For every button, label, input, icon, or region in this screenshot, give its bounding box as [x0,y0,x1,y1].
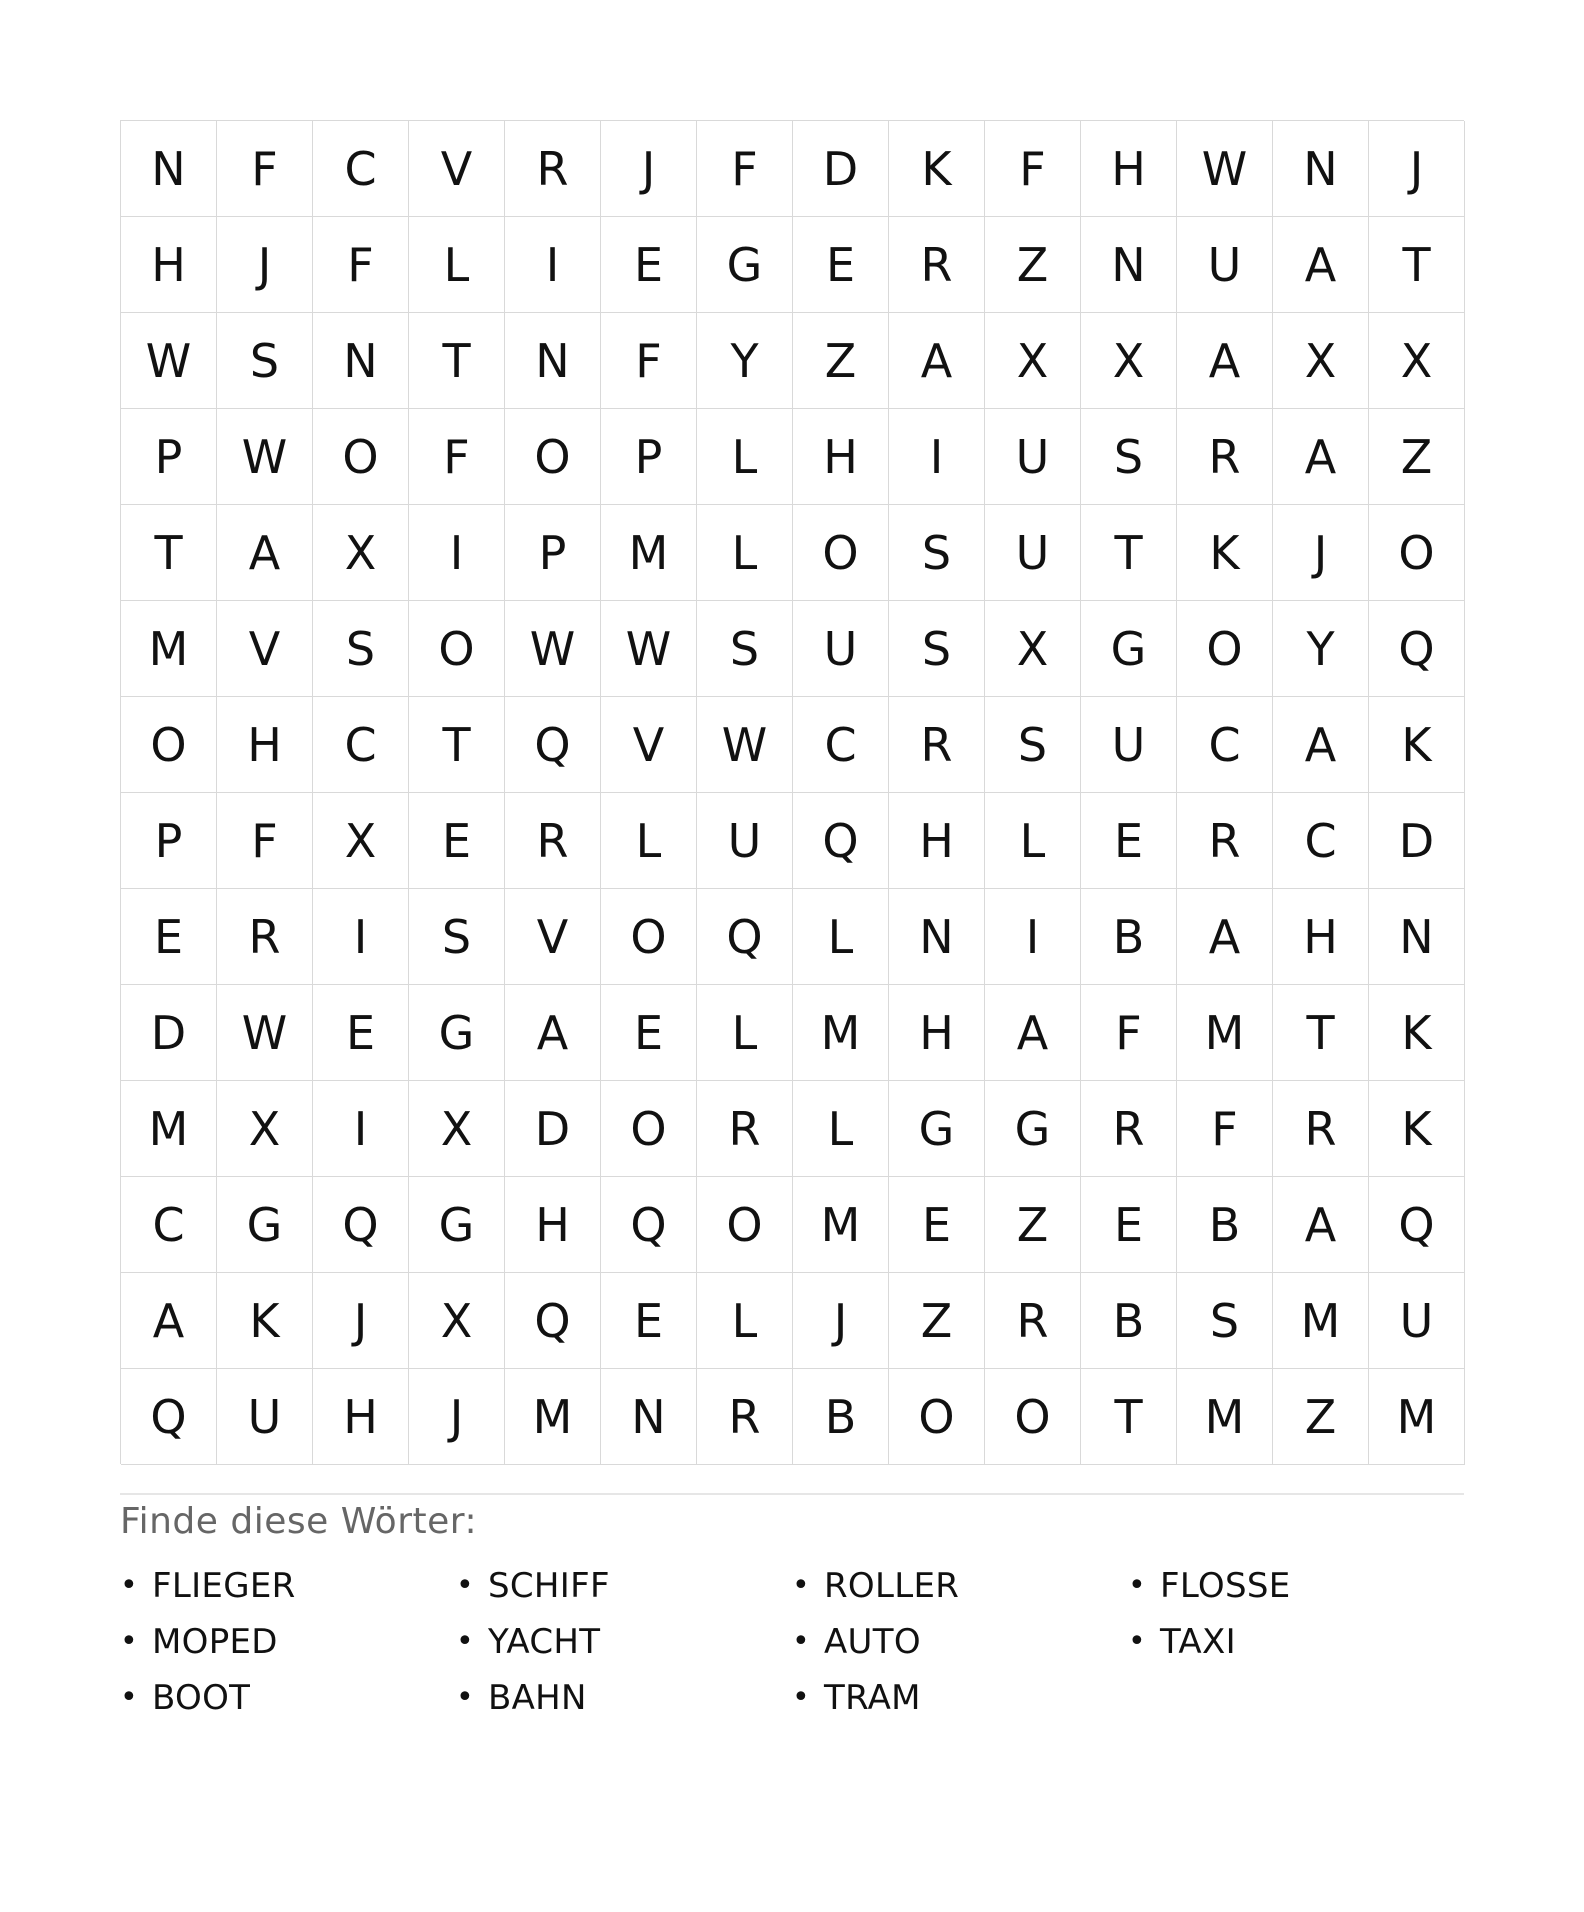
grid-cell[interactable]: H [313,1369,409,1465]
grid-cell[interactable]: M [1273,1273,1369,1369]
grid-cell[interactable]: R [217,889,313,985]
grid-cell[interactable]: S [1177,1273,1273,1369]
grid-cell[interactable]: I [409,505,505,601]
grid-cell[interactable]: D [505,1081,601,1177]
grid-cell[interactable]: W [121,313,217,409]
bullet-icon: • [1128,1568,1146,1603]
grid-cell[interactable]: A [1177,313,1273,409]
grid-cell[interactable]: I [889,409,985,505]
grid-cell[interactable]: X [313,793,409,889]
word-label: YACHT [488,1622,601,1662]
grid-cell[interactable]: V [409,121,505,217]
grid-cell[interactable]: O [601,889,697,985]
grid-cell[interactable]: O [121,697,217,793]
word-label: SCHIFF [488,1566,610,1606]
grid-cell[interactable]: D [793,121,889,217]
word-list-item [120,1558,456,1614]
word-list-item [456,1670,792,1726]
grid-cell[interactable]: N [505,313,601,409]
bullet-icon: • [120,1568,138,1603]
grid-cell[interactable]: U [985,409,1081,505]
grid-cell[interactable]: L [985,793,1081,889]
grid-cell[interactable]: W [1177,121,1273,217]
word-label: BAHN [488,1678,587,1718]
grid-cell[interactable]: N [601,1369,697,1465]
grid-cell[interactable]: M [1177,985,1273,1081]
letter-grid [120,120,1464,1464]
grid-cell[interactable]: Y [1273,601,1369,697]
grid-cell[interactable]: O [1177,601,1273,697]
grid-cell[interactable]: U [1081,697,1177,793]
grid-cell[interactable]: R [505,121,601,217]
grid-cell[interactable]: F [217,793,313,889]
grid-cell[interactable]: O [985,1369,1081,1465]
grid-cell[interactable]: T [1369,217,1465,313]
grid-cell[interactable]: Q [697,889,793,985]
grid-cell[interactable]: L [697,985,793,1081]
grid-cell[interactable]: Y [697,313,793,409]
grid-cell[interactable]: Q [601,1177,697,1273]
bullet-icon: • [792,1680,810,1715]
grid-cell[interactable]: S [697,601,793,697]
grid-cell[interactable]: P [121,793,217,889]
grid-cell[interactable]: E [409,793,505,889]
word-list-item [792,1670,1128,1726]
grid-cell[interactable]: C [313,121,409,217]
grid-cell[interactable]: K [1369,1081,1465,1177]
word-list-item [120,1670,456,1726]
grid-cell[interactable]: K [889,121,985,217]
grid-cell[interactable]: M [1369,1369,1465,1465]
grid-cell[interactable]: B [1177,1177,1273,1273]
grid-cell[interactable]: O [409,601,505,697]
grid-cell[interactable]: J [601,121,697,217]
grid-cell[interactable]: A [1273,697,1369,793]
grid-cell[interactable]: F [601,313,697,409]
grid-cell[interactable]: M [121,601,217,697]
grid-cell[interactable]: E [601,217,697,313]
grid-cell[interactable]: J [1273,505,1369,601]
grid-cell[interactable]: U [793,601,889,697]
grid-cell[interactable]: N [313,313,409,409]
grid-cell[interactable]: Q [1369,601,1465,697]
grid-cell[interactable]: G [409,985,505,1081]
grid-cell[interactable]: O [697,1177,793,1273]
grid-cell[interactable]: R [697,1369,793,1465]
grid-cell[interactable]: Q [505,1273,601,1369]
grid-cell[interactable]: S [889,601,985,697]
bullet-icon: • [120,1680,138,1715]
grid-cell[interactable]: F [1081,985,1177,1081]
grid-cell[interactable]: X [217,1081,313,1177]
grid-cell[interactable]: J [793,1273,889,1369]
grid-cell[interactable]: R [1177,409,1273,505]
grid-cell[interactable]: K [1369,985,1465,1081]
grid-cell[interactable]: X [1369,313,1465,409]
grid-cell[interactable]: X [409,1273,505,1369]
grid-cell[interactable]: T [1081,505,1177,601]
grid-cell[interactable]: H [217,697,313,793]
grid-cell[interactable]: E [1081,793,1177,889]
grid-cell[interactable]: E [601,1273,697,1369]
grid-cell[interactable]: K [1177,505,1273,601]
grid-cell[interactable]: H [1273,889,1369,985]
grid-cell[interactable]: N [1081,217,1177,313]
grid-cell[interactable]: T [121,505,217,601]
grid-cell[interactable]: G [1081,601,1177,697]
word-list-item [792,1614,1128,1670]
grid-cell[interactable]: V [505,889,601,985]
grid-cell[interactable]: N [1369,889,1465,985]
grid-cell[interactable]: L [793,1081,889,1177]
grid-cell[interactable]: H [1081,121,1177,217]
grid-cell[interactable]: L [697,505,793,601]
grid-cell[interactable]: L [409,217,505,313]
grid-cell[interactable]: O [793,505,889,601]
word-label: TAXI [1160,1622,1236,1662]
grid-cell[interactable]: R [889,697,985,793]
word-list [120,1558,1464,1726]
word-label: AUTO [824,1622,921,1662]
grid-cell[interactable]: I [313,889,409,985]
grid-cell[interactable]: F [409,409,505,505]
grid-cell[interactable]: E [1081,1177,1177,1273]
grid-cell[interactable]: T [1081,1369,1177,1465]
grid-cell[interactable]: L [793,889,889,985]
grid-cell[interactable]: V [601,697,697,793]
bullet-icon: • [792,1624,810,1659]
grid-cell[interactable]: K [1369,697,1465,793]
grid-cell[interactable]: H [889,985,985,1081]
grid-cell[interactable]: M [505,1369,601,1465]
grid-cell[interactable]: L [601,793,697,889]
grid-cell[interactable]: R [505,793,601,889]
grid-cell[interactable]: U [985,505,1081,601]
grid-cell[interactable]: U [697,793,793,889]
grid-cell[interactable]: K [217,1273,313,1369]
grid-cell[interactable]: I [985,889,1081,985]
word-label: TRAM [824,1678,921,1718]
grid-cell[interactable]: D [1369,793,1465,889]
grid-cell[interactable]: R [985,1273,1081,1369]
grid-cell[interactable]: P [505,505,601,601]
grid-cell[interactable]: O [601,1081,697,1177]
grid-cell[interactable]: A [985,985,1081,1081]
grid-cell[interactable]: S [217,313,313,409]
grid-cell[interactable]: X [985,313,1081,409]
grid-cell[interactable]: Z [1369,409,1465,505]
word-list-item [792,1558,1128,1614]
grid-cell[interactable]: E [121,889,217,985]
grid-cell[interactable]: X [409,1081,505,1177]
grid-cell[interactable]: B [1081,1273,1177,1369]
grid-cell[interactable]: D [121,985,217,1081]
grid-cell[interactable]: Z [1273,1369,1369,1465]
grid-cell[interactable]: P [601,409,697,505]
grid-cell[interactable]: O [313,409,409,505]
grid-cell[interactable]: M [601,505,697,601]
grid-cell[interactable]: L [697,1273,793,1369]
grid-cell[interactable]: H [121,217,217,313]
grid-cell[interactable]: M [793,1177,889,1273]
grid-cell[interactable]: A [217,505,313,601]
bullet-icon: • [456,1568,474,1603]
grid-cell[interactable]: Q [121,1369,217,1465]
word-label: FLIEGER [152,1566,296,1606]
word-list-heading: Finde diese Wörter: [120,1501,478,1542]
word-list-item [120,1614,456,1670]
grid-cell[interactable]: F [697,121,793,217]
grid-cell[interactable]: I [505,217,601,313]
grid-cell[interactable]: A [1273,217,1369,313]
grid-cell[interactable]: R [697,1081,793,1177]
bullet-icon: • [1128,1624,1146,1659]
grid-cell[interactable]: X [313,505,409,601]
grid-cell[interactable]: O [889,1369,985,1465]
grid-cell[interactable]: Z [985,1177,1081,1273]
grid-cell[interactable]: S [985,697,1081,793]
grid-cell[interactable]: T [409,313,505,409]
word-list-item [1128,1614,1464,1670]
bullet-icon: • [120,1624,138,1659]
divider [120,1493,1464,1495]
grid-cell[interactable]: P [121,409,217,505]
grid-cell[interactable]: U [1177,217,1273,313]
grid-cell[interactable]: C [1273,793,1369,889]
grid-cell[interactable]: X [1273,313,1369,409]
grid-cell[interactable]: G [985,1081,1081,1177]
grid-cell[interactable]: F [985,121,1081,217]
grid-cell[interactable]: E [793,217,889,313]
grid-cell[interactable]: S [889,505,985,601]
grid-cell[interactable]: W [217,985,313,1081]
bullet-icon: • [456,1680,474,1715]
grid-cell[interactable]: J [409,1369,505,1465]
grid-cell[interactable]: N [889,889,985,985]
grid-cell[interactable]: A [1177,889,1273,985]
bullet-icon: • [792,1568,810,1603]
grid-cell[interactable]: F [313,217,409,313]
grid-cell[interactable]: M [121,1081,217,1177]
grid-cell[interactable]: C [793,697,889,793]
word-label: MOPED [152,1622,278,1662]
grid-cell[interactable]: A [121,1273,217,1369]
grid-cell[interactable]: G [217,1177,313,1273]
grid-cell[interactable]: Z [985,217,1081,313]
grid-cell[interactable]: O [505,409,601,505]
grid-cell[interactable]: W [217,409,313,505]
grid-cell[interactable]: F [217,121,313,217]
grid-cell[interactable]: X [1081,313,1177,409]
grid-cell[interactable]: W [601,601,697,697]
grid-cell[interactable]: S [1081,409,1177,505]
grid-cell[interactable]: Q [505,697,601,793]
word-list-item [456,1614,792,1670]
grid-cell[interactable]: I [313,1081,409,1177]
word-list-item [456,1558,792,1614]
grid-cell[interactable]: W [505,601,601,697]
word-list-item [1128,1558,1464,1614]
grid-cell[interactable]: W [697,697,793,793]
grid-cell[interactable]: A [889,313,985,409]
grid-cell[interactable]: G [409,1177,505,1273]
grid-cell[interactable]: B [793,1369,889,1465]
grid-cell[interactable]: U [1369,1273,1465,1369]
grid-cell[interactable]: G [889,1081,985,1177]
grid-cell[interactable]: C [121,1177,217,1273]
grid-cell[interactable]: E [313,985,409,1081]
grid-cell[interactable]: F [1177,1081,1273,1177]
grid-cell[interactable]: Q [313,1177,409,1273]
grid-cell[interactable]: T [409,697,505,793]
grid-cell[interactable]: N [121,121,217,217]
grid-cell[interactable]: M [1177,1369,1273,1465]
grid-cell[interactable]: J [313,1273,409,1369]
grid-cell[interactable]: A [1273,409,1369,505]
grid-cell[interactable]: X [985,601,1081,697]
word-label: BOOT [152,1678,251,1718]
grid-cell[interactable]: L [697,409,793,505]
grid-cell[interactable]: J [217,217,313,313]
grid-cell[interactable]: E [601,985,697,1081]
grid-cell[interactable]: H [889,793,985,889]
grid-cell[interactable]: E [889,1177,985,1273]
grid-cell[interactable]: H [505,1177,601,1273]
grid-cell[interactable]: G [697,217,793,313]
grid-cell[interactable]: A [505,985,601,1081]
grid-cell[interactable]: R [1081,1081,1177,1177]
grid-cell[interactable]: A [1273,1177,1369,1273]
grid-cell[interactable]: S [409,889,505,985]
grid-cell[interactable]: M [793,985,889,1081]
grid-cell[interactable]: Z [793,313,889,409]
grid-cell[interactable]: O [1369,505,1465,601]
grid-cell[interactable]: C [1177,697,1273,793]
grid-cell[interactable]: R [1273,1081,1369,1177]
bullet-icon: • [456,1624,474,1659]
grid-cell[interactable]: Z [889,1273,985,1369]
grid-cell[interactable]: S [313,601,409,697]
grid-cell[interactable]: Q [793,793,889,889]
grid-cell[interactable]: T [1273,985,1369,1081]
grid-cell[interactable]: N [1273,121,1369,217]
grid-cell[interactable]: R [1177,793,1273,889]
grid-cell[interactable]: Q [1369,1177,1465,1273]
grid-cell[interactable]: U [217,1369,313,1465]
word-label: ROLLER [824,1566,960,1606]
grid-cell[interactable]: J [1369,121,1465,217]
grid-cell[interactable]: R [889,217,985,313]
word-label: FLOSSE [1160,1566,1291,1606]
grid-cell[interactable]: B [1081,889,1177,985]
grid-cell[interactable]: H [793,409,889,505]
grid-cell[interactable]: V [217,601,313,697]
grid-cell[interactable]: C [313,697,409,793]
